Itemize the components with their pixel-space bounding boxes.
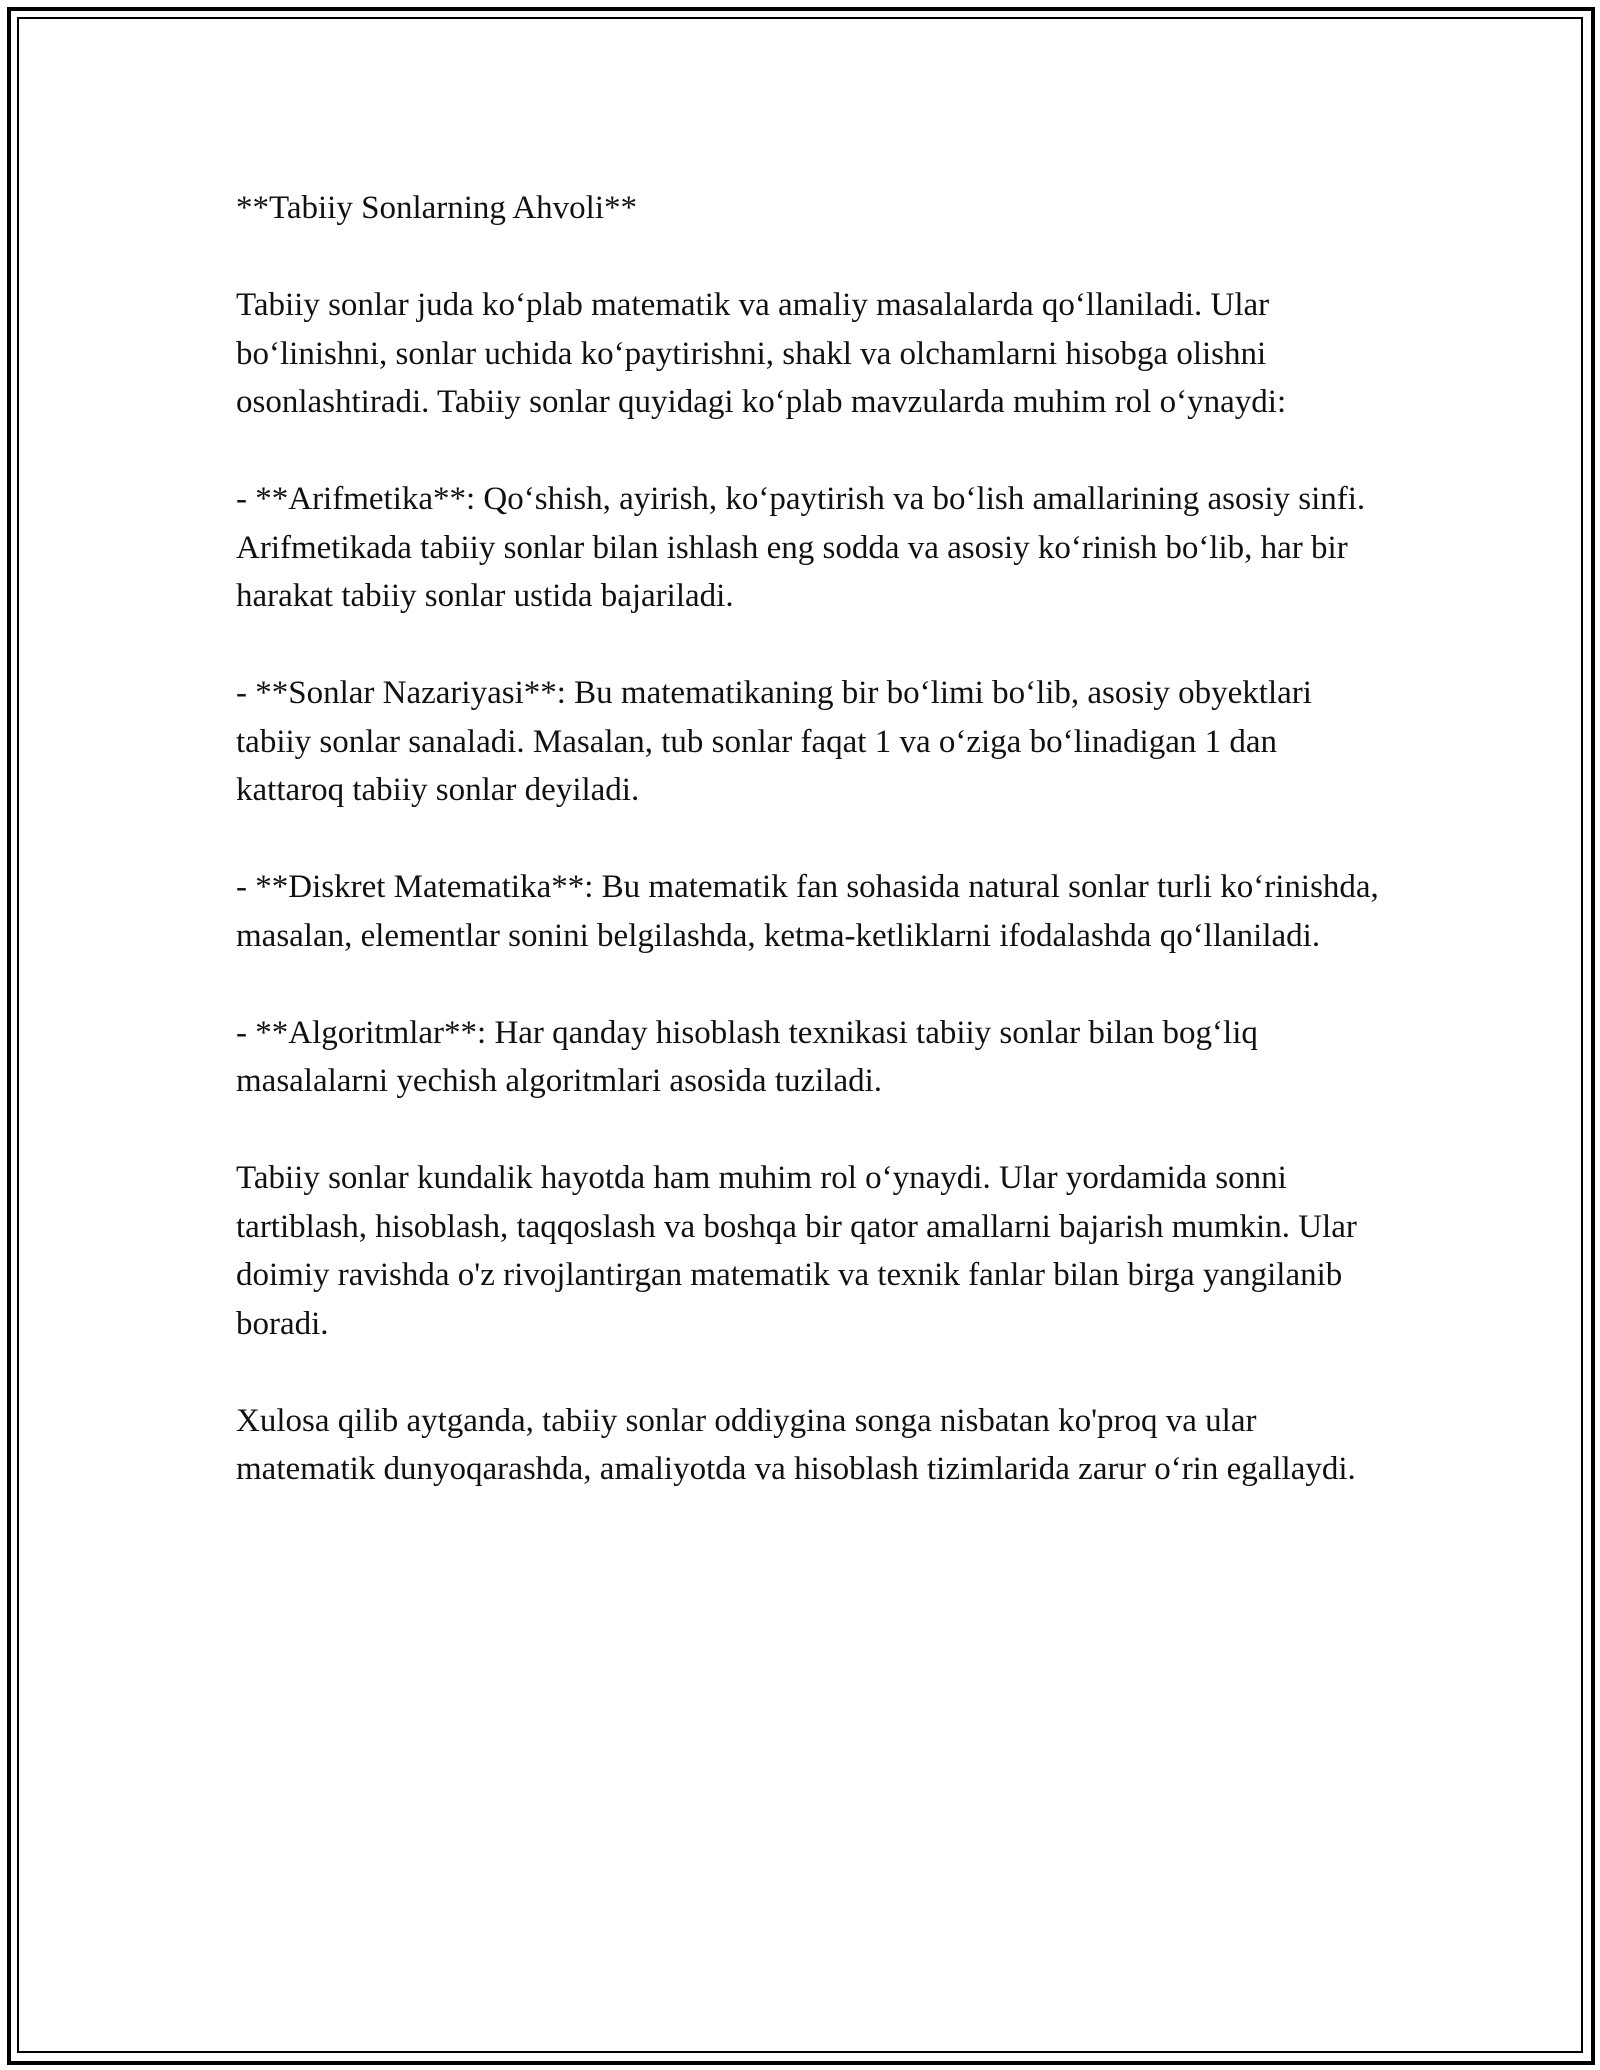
document-title: **Tabiiy Sonlarning Ahvoli** (236, 190, 638, 226)
discrete-math-item: - **Diskret Matematika**: Bu matematik fan sohasida natural sonlar turli ko‘rinishda, masalan, elementlar sonini belgilashda, ketma-ketliklarni ifodalashda qo‘llaniladi. (236, 869, 1379, 954)
arithmetic-item: - **Arifmetika**: Qo‘shish, ayirish, ko‘paytirish va bo‘lish amallarining asosiy sinfi. Arifmetikada tabiiy sonlar bilan ishlash eng sodda va asosiy ko‘rinish bo‘lib, har bir harakat tabiiy sonlar ustida bajariladi. (236, 481, 1366, 614)
algorithms-item: - **Algoritmlar**: Har qanday hisoblash texnikasi tabiiy sonlar bilan bog‘liq masalalarni yechish algoritmlari asosida tuziladi. (236, 1014, 1258, 1099)
intro-paragraph: Tabiiy sonlar juda ko‘plab matematik va amaliy masalalarda qo‘llaniladi. Ular bo‘linishni, sonlar uchida ko‘paytirishni, shakl va olchamlarni hisobga olishni osonlashtiradi. Tabiiy sonlar quyidagi ko‘plab mavzularda muhim rol o‘ynaydi: (236, 287, 1287, 420)
daily-life-paragraph: Tabiiy sonlar kundalik hayotda ham muhim rol o‘ynaydi. Ular yordamida sonni tartiblash, hisoblash, taqqoslash va boshqa bir qator amallarni bajarish mumkin. Ular doimiy ravishda o'z rivojlantirgan matematik va texnik fanlar bilan birga yangilanib boradi. (236, 1160, 1357, 1342)
conclusion-paragraph: Xulosa qilib aytganda, tabiiy sonlar oddiygina songa nisbatan ko'proq va ular matematik dunyoqarashda, amaliyotda va hisoblash tizimlarida zarur o‘rin egallaydi. (236, 1402, 1356, 1487)
number-theory-item: - **Sonlar Nazariyasi**: Bu matematikaning bir bo‘limi bo‘lib, asosiy obyektlari tabiiy sonlar sanaladi. Masalan, tub sonlar faqat 1 va o‘ziga bo‘linadigan 1 dan kattaroq tabiiy sonlar deyiladi. (236, 675, 1312, 808)
document-body (236, 184, 1386, 1494)
